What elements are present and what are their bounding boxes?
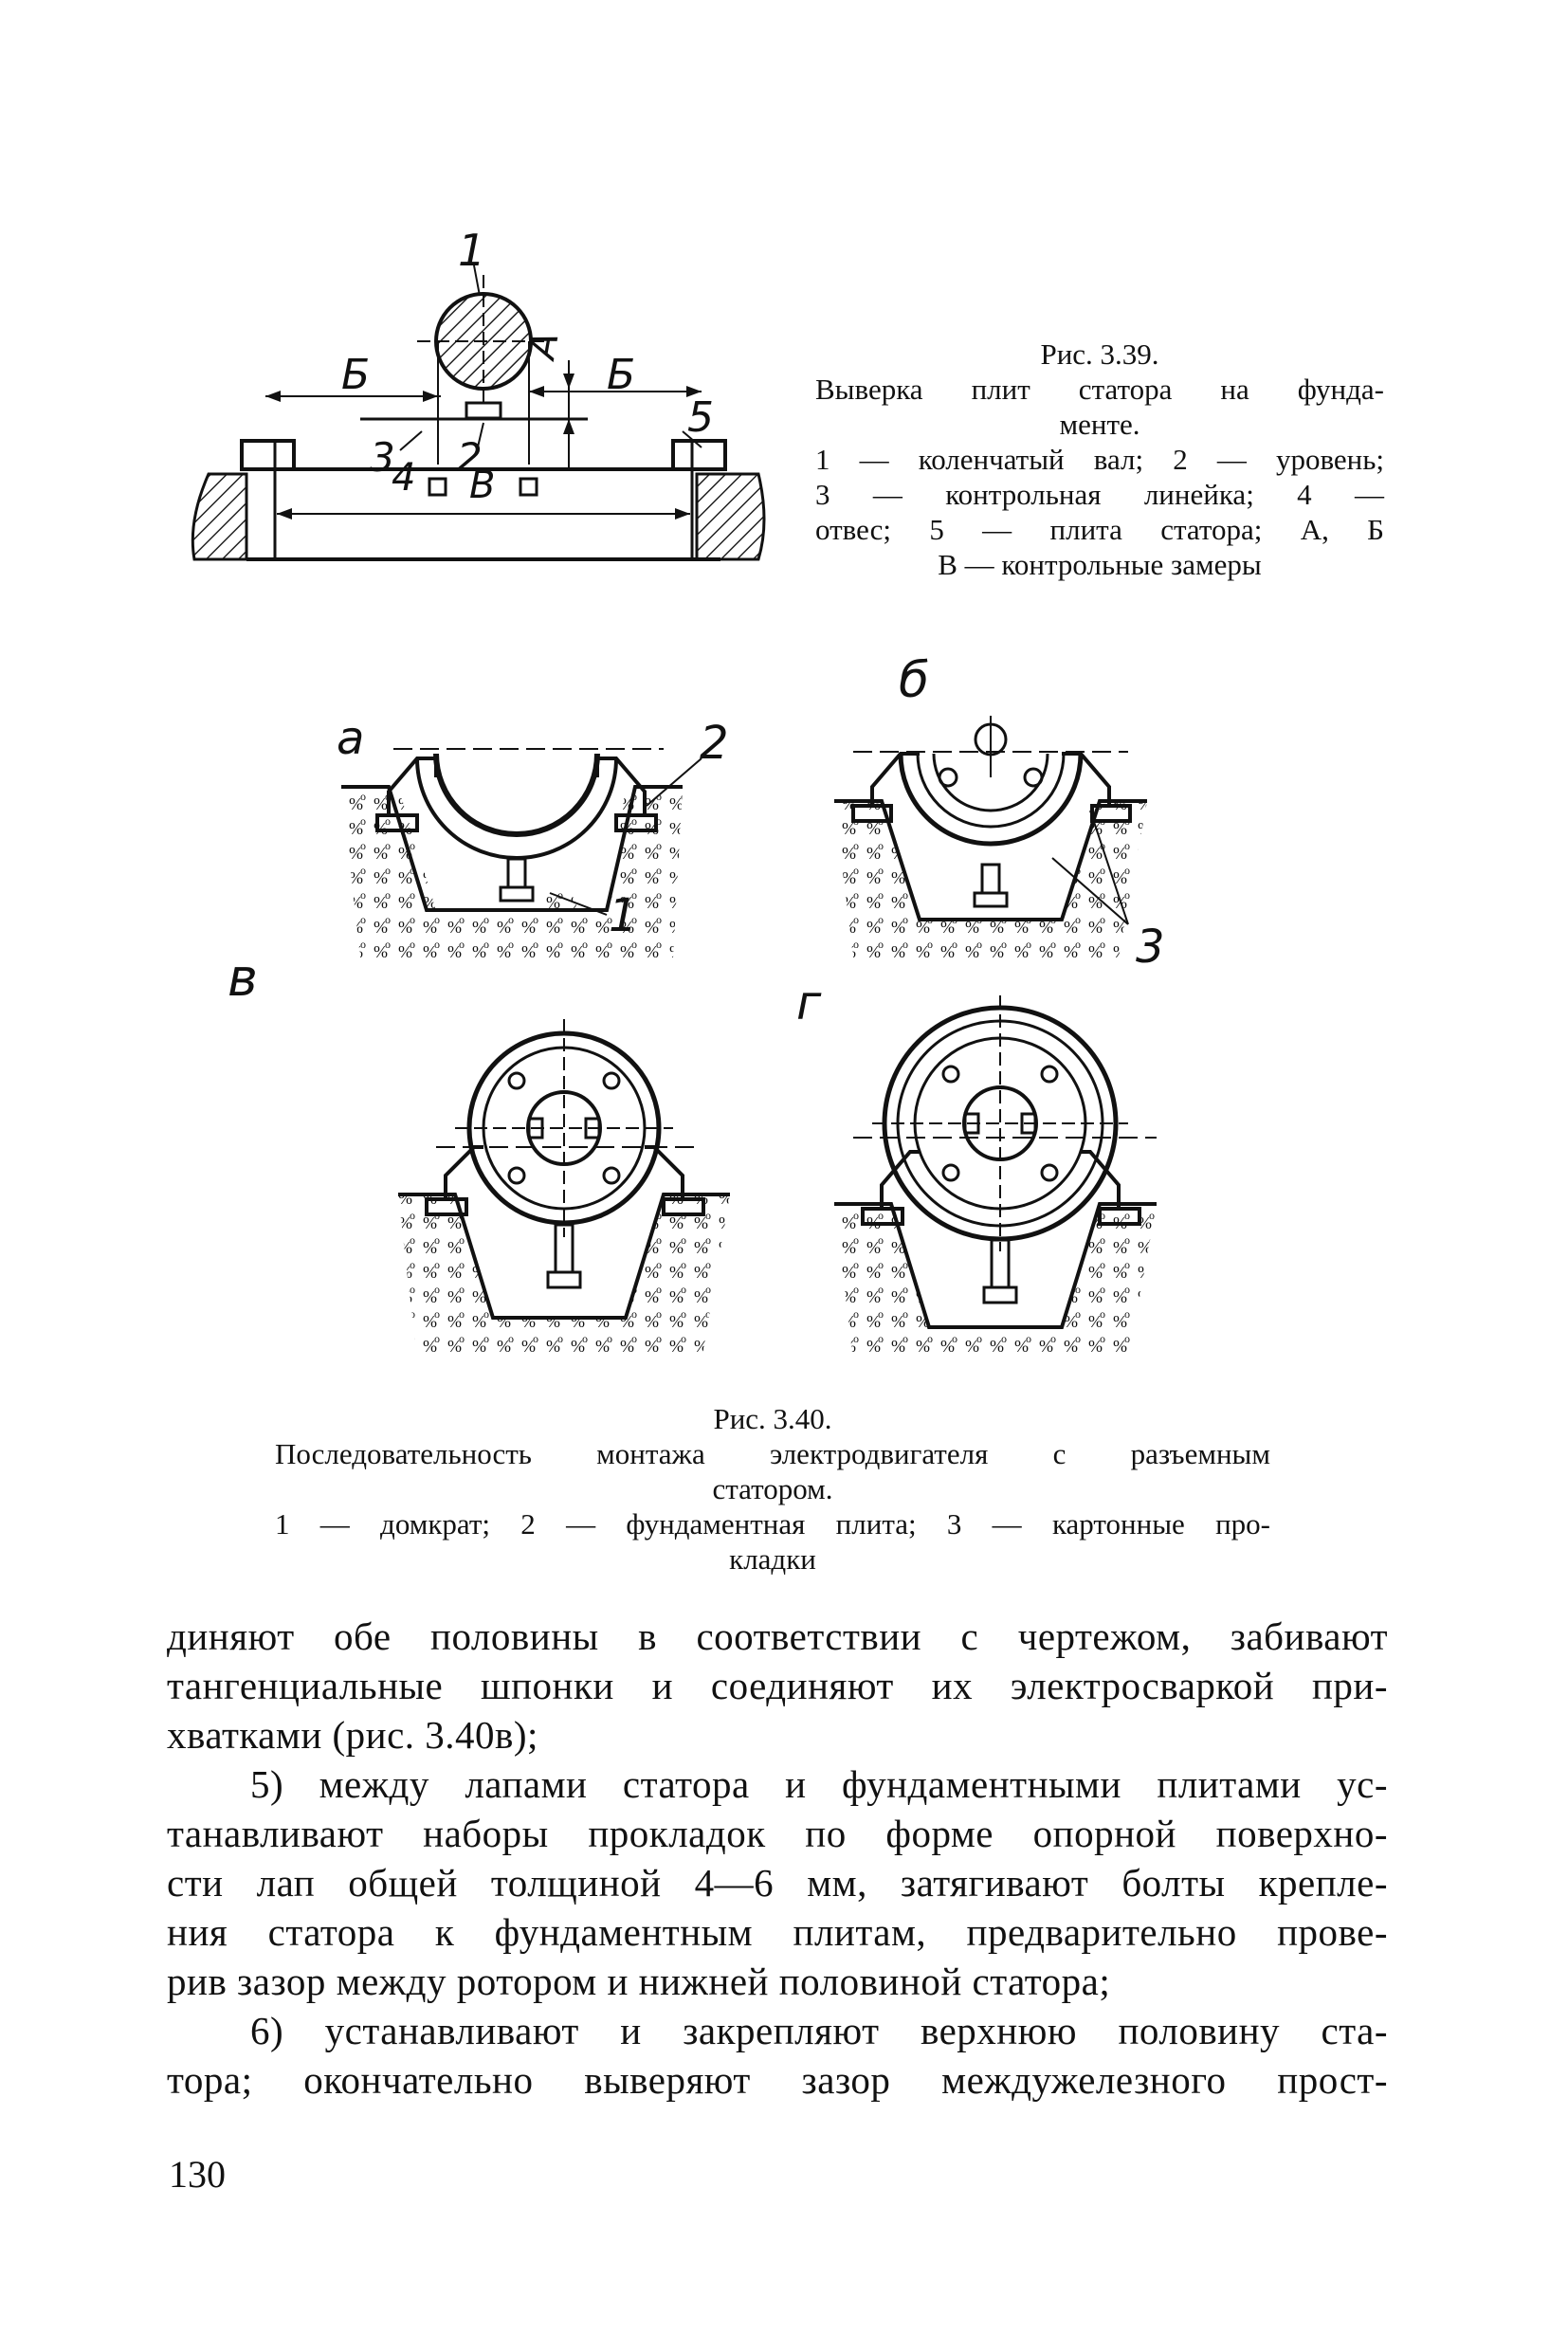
fig40-panel-b xyxy=(834,652,1165,974)
fig39-caption-line: Выверка плит статора на фунда- xyxy=(815,373,1384,406)
body-line: 6) устанавливают и закрепляют верхнюю половину ста- xyxy=(250,2009,1388,2052)
fig40-caption-title: Рис. 3.40. xyxy=(713,1402,832,1435)
fig40-panel-label-v: в xyxy=(228,948,258,1008)
fig40-callout-3: 3 xyxy=(1136,921,1165,974)
fig40-panel-g xyxy=(796,975,1157,1360)
fig39-label-2: 2 xyxy=(457,434,483,481)
body-line: 5) между лапами статора и фундаментными плитами ус- xyxy=(250,1762,1388,1806)
fig40-panel-v xyxy=(228,948,730,1360)
fig39-label-b-left: Б xyxy=(341,351,371,399)
fig39-caption-line: отвес; 5 — плита статора; А, Б xyxy=(815,513,1384,546)
fig40-caption-line: кладки xyxy=(729,1542,816,1576)
fig40-panel-label-g: г xyxy=(796,975,822,1030)
fig39-caption-line: 3 — контрольная линейка; 4 — xyxy=(815,478,1384,511)
figure-3-40-drawing xyxy=(228,645,1289,1365)
body-text xyxy=(167,1612,1388,2105)
body-line: танавливают наборы прокладок по форме опорной поверхно- xyxy=(167,1812,1388,1855)
fig40-caption-line: статором. xyxy=(712,1472,833,1505)
body-line: ния статора к фундаментным плитам, предварительно прове- xyxy=(167,1910,1388,1954)
fig39-caption-line: В — контрольные замеры xyxy=(938,548,1262,581)
fig39-caption-line: 1 — коленчатый вал; 2 — уровень; xyxy=(815,443,1384,476)
body-line: тора; окончательно выверяют зазор междужелезного прост- xyxy=(167,2058,1388,2102)
fig40-panel-a xyxy=(337,712,729,957)
fig40-caption-line: Последовательность монтажа электродвигателя с разъемным xyxy=(275,1437,1270,1470)
figure-3-39-caption xyxy=(815,337,1384,582)
fig39-label-b-right: Б xyxy=(607,351,636,399)
fig39-label-a: А xyxy=(520,328,568,362)
body-line: хватками (рис. 3.40в); xyxy=(167,1713,538,1757)
fig40-caption-line: 1 — домкрат; 2 — фундаментная плита; 3 — картонные про- xyxy=(275,1507,1270,1541)
fig39-label-1: 1 xyxy=(458,225,486,276)
body-line: тангенциальные шпонки и соединяют их электросваркой при- xyxy=(167,1664,1388,1707)
body-line: диняют обе половины в соответствии с чертежом, забивают xyxy=(167,1614,1388,1658)
fig40-callout-2: 2 xyxy=(700,717,729,770)
fig39-caption-line: менте. xyxy=(1059,408,1140,441)
fig40-callout-1: 1 xyxy=(609,889,638,942)
fig40-panel-label-b: б xyxy=(899,652,930,709)
fig39-label-v: В xyxy=(469,464,496,507)
fig40-panel-label-a: а xyxy=(337,712,365,765)
figure-3-40-caption xyxy=(275,1401,1270,1577)
fig39-label-3: 3 xyxy=(370,434,395,481)
body-line: рив зазор между ротором и нижней половиной статора; xyxy=(167,1960,1111,2003)
fig39-label-4: 4 xyxy=(392,456,416,500)
fig39-caption-title: Рис. 3.39. xyxy=(1040,337,1159,371)
page-number: 130 xyxy=(169,2153,226,2196)
figure-3-39-drawing xyxy=(190,225,777,578)
fig39-label-5: 5 xyxy=(687,393,714,442)
body-line: сти лап общей толщиной 4—6 мм, затягивают болты крепле- xyxy=(167,1861,1388,1905)
